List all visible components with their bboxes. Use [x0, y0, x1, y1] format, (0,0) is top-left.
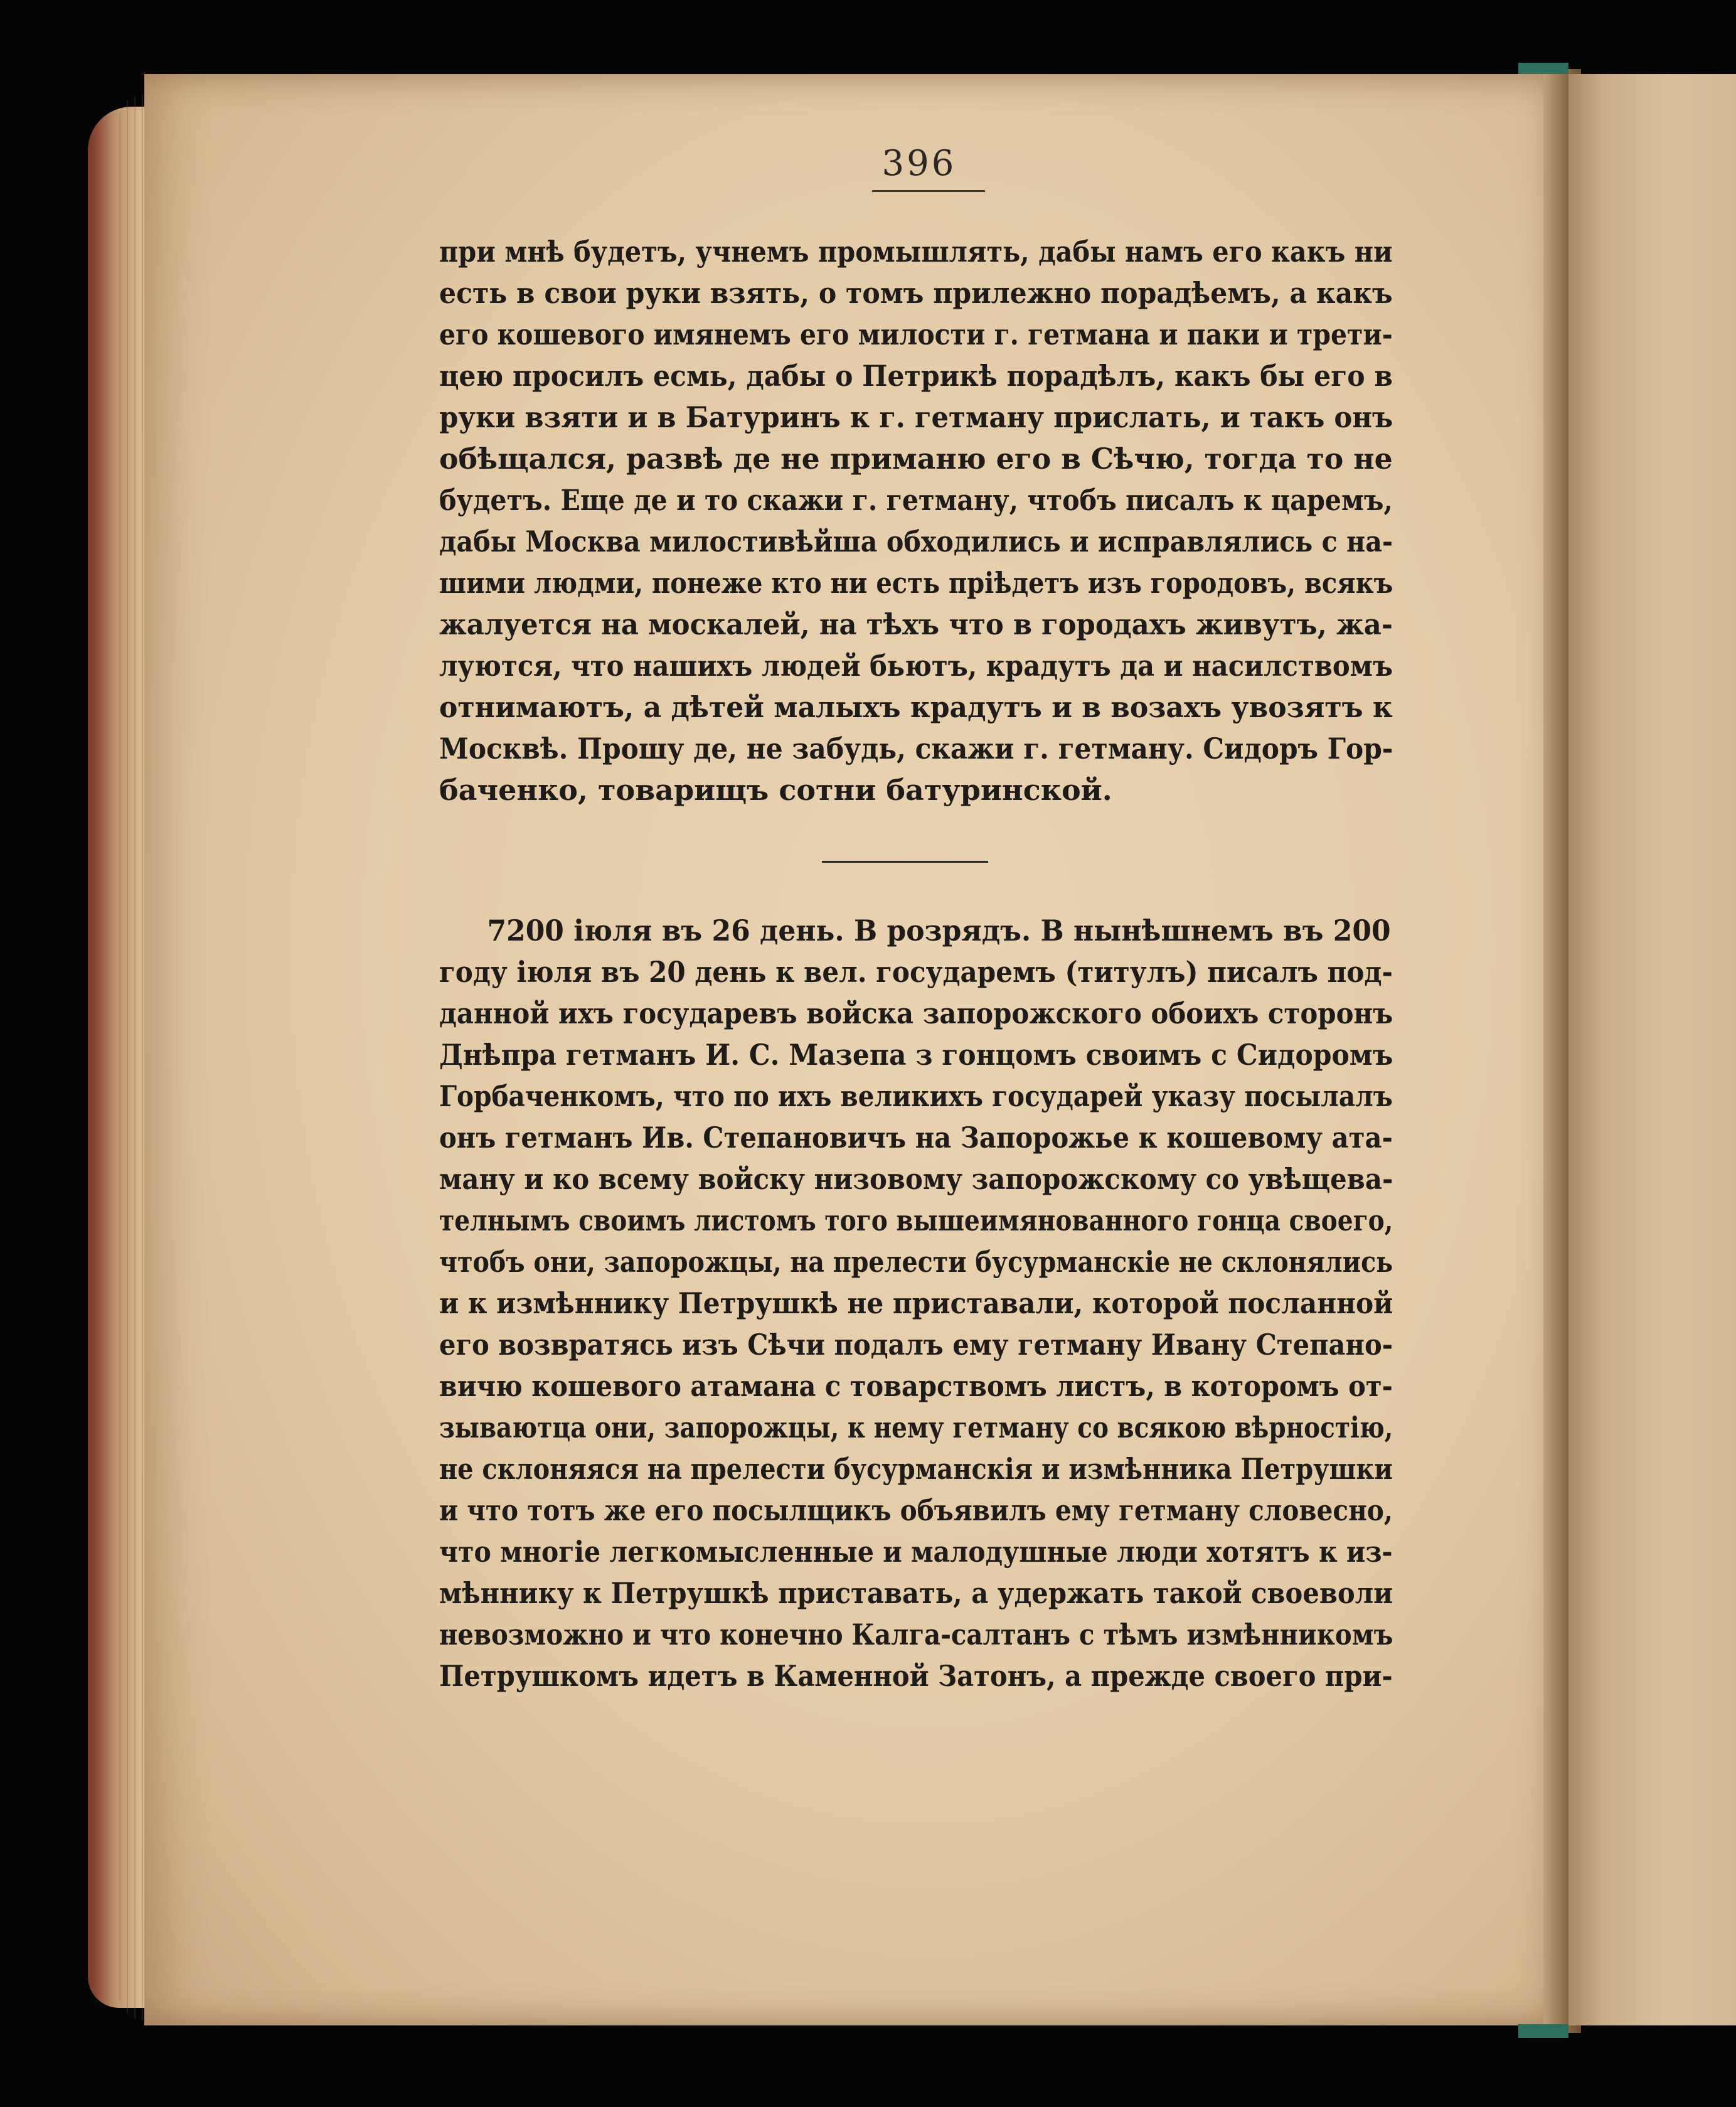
text-line: Горбаченкомъ, что по ихъ великихъ государей указу посылалъ [439, 1079, 1393, 1113]
text-line: зываютца они, запорожцы, к нему гетману со всякою вѣрностію, [439, 1411, 1393, 1444]
page-number: 396 [881, 143, 957, 184]
text-line: руки взяти и в Батуринъ к г. гетману прислать, и такъ онъ [439, 400, 1393, 434]
paragraph-2 [439, 910, 1393, 1697]
text-line: отнимаютъ, а дѣтей малыхъ крадутъ и в возахъ увозятъ к [439, 690, 1393, 724]
text-line: есть в свои руки взять, о томъ прилежно порадѣемъ, а какъ [439, 276, 1393, 310]
text-line: жалуется на москалей, на тѣхъ что в городахъ живутъ, жа- [439, 607, 1393, 641]
page-number-rule [872, 190, 985, 192]
text-line: будетъ. Еще де и то скажи г. гетману, чтобъ писалъ к царемъ, [439, 483, 1393, 517]
text-line: невозможно и что конечно Калга-салтанъ с тѣмъ измѣнникомъ [439, 1618, 1393, 1651]
text-line: что многіе легкомысленные и малодушные люди хотятъ к из- [439, 1535, 1393, 1569]
text-line: ману и ко всему войску низовому запорожскому со увѣщева- [439, 1162, 1393, 1196]
text-line: баченко, товарищъ сотни батуринской. [439, 773, 1112, 807]
text-line: Днѣпра гетманъ И. С. Мазепа з гонцомъ своимъ с Сидоромъ [439, 1038, 1393, 1072]
text-line: чтобъ они, запорожцы, на прелести бусурманскіе не склонялись [439, 1245, 1393, 1279]
section-divider [822, 861, 988, 863]
text-line: его возвратясь изъ Сѣчи подалъ ему гетману Ивану Степано- [439, 1328, 1393, 1362]
text-line: вичю кошевого атамана с товарствомъ листъ, в которомъ от- [439, 1369, 1393, 1403]
text-line: Москвѣ. Прошу де, не забудь, скажи г. гетману. Сидоръ Гор- [439, 732, 1393, 765]
binding-bottom [1518, 2024, 1568, 2038]
text-line: луются, что нашихъ людей бьютъ, крадутъ да и насилствомъ [439, 649, 1393, 683]
binding-top [1518, 63, 1568, 74]
text-line: цею просилъ есмь, дабы о Петрикѣ порадѣлъ, какъ бы его в [439, 359, 1393, 393]
text-line: его кошевого имянемъ его милости г. гетмана и паки и трети- [439, 317, 1393, 351]
text-line: дабы Москва милостивѣйша обходились и исправлялись с на- [439, 525, 1393, 558]
text-line: мѣннику к Петрушкѣ приставать, а удержать такой своеволи [439, 1576, 1393, 1610]
paragraph-1 [439, 231, 1393, 811]
text-line: обѣщался, развѣ де не приманю его в Сѣчю, тогда то не [439, 442, 1393, 476]
text-line: 7200 іюля въ 26 день. В розрядъ. В нынѣшнемъ въ 200 [487, 914, 1391, 947]
facing-page-edge [1568, 74, 1736, 2025]
text-line: и к измѣннику Петрушкѣ не приставали, которой посланной [439, 1286, 1393, 1320]
text-line: онъ гетманъ Ив. Степановичъ на Запорожье к кошевому ата- [439, 1121, 1393, 1155]
text-line: не склоняяся на прелести бусурманскія и измѣнника Петрушки [439, 1452, 1393, 1486]
text-line: году іюля въ 20 день к вел. государемъ (титулъ) писалъ под- [439, 955, 1393, 989]
text-line: Петрушкомъ идетъ в Каменной Затонъ, а прежде своего при- [439, 1659, 1393, 1693]
text-line: телнымъ своимъ листомъ того вышеимянованного гонца своего, [439, 1203, 1393, 1237]
text-line: и что тотъ же его посылщикъ объявилъ ему гетману словесно, [439, 1493, 1393, 1527]
text-line: данной ихъ государевъ войска запорожского обоихъ сторонъ [439, 996, 1393, 1030]
text-line: при мнѣ будетъ, учнемъ промышлять, дабы намъ его какъ ни [439, 235, 1393, 269]
text-line: шими людми, понеже кто ни есть пріѣдетъ изъ городовъ, всякъ [439, 566, 1393, 600]
